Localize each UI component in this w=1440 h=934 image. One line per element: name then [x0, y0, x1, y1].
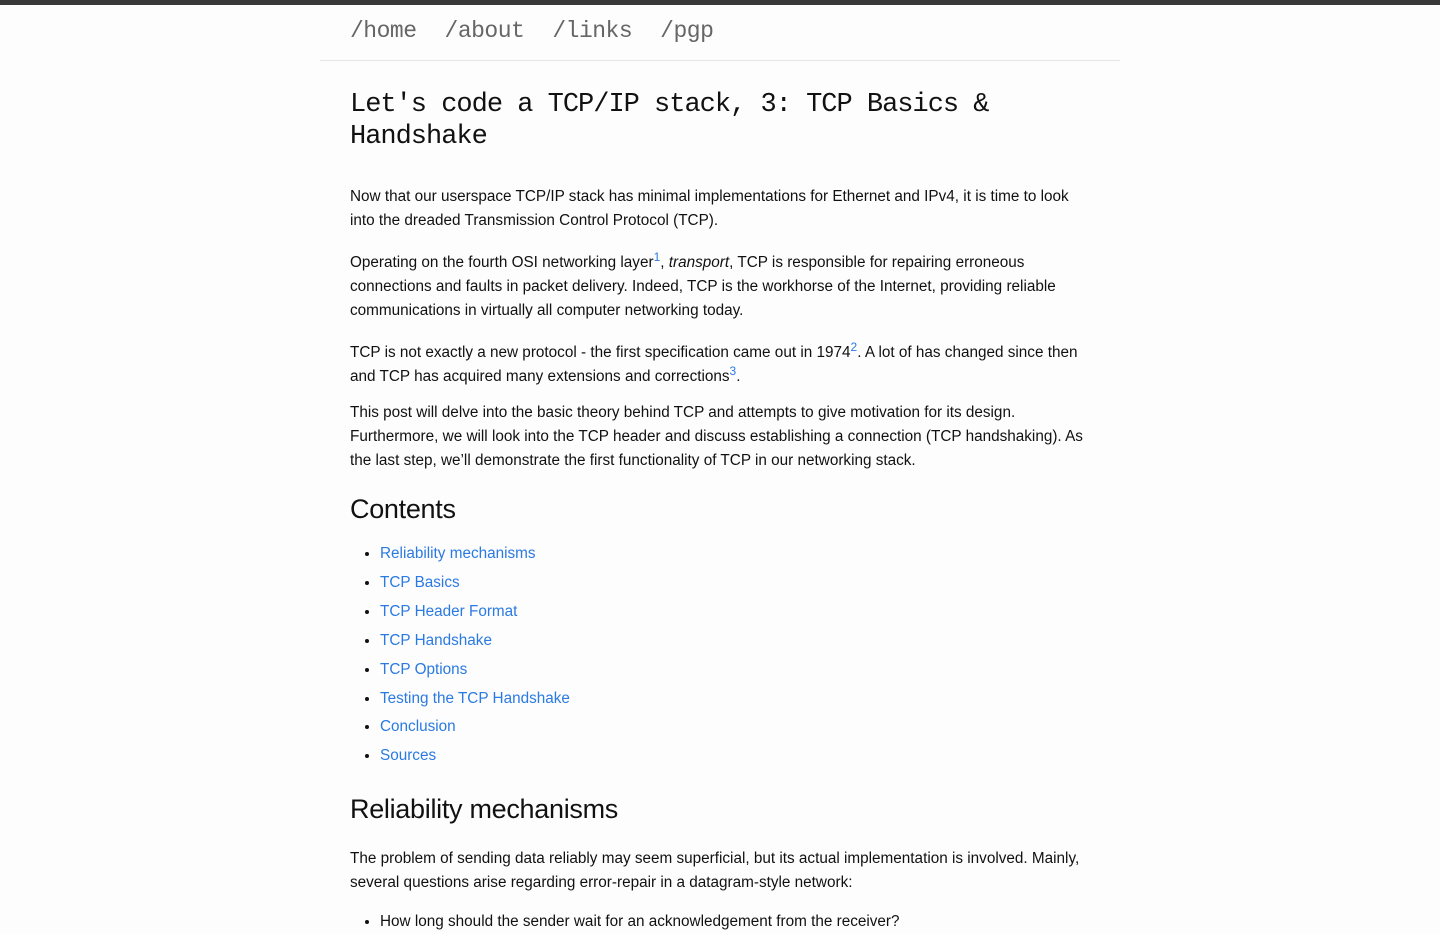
osi-text-after: , TCP is responsible for repairing erroneous connections and faults in packet delivery. Indeed, TCP is the workhorse of the Internet, providing reliable communications in virtually all computer networking today. — [350, 254, 1056, 319]
site-nav — [320, 5, 1120, 61]
toc-link-reliability[interactable]: Reliability mechanisms — [380, 545, 536, 562]
toc-link-handshake[interactable]: TCP Handshake — [380, 631, 492, 649]
nav-link-links[interactable]: /links — [552, 18, 633, 44]
toc-item — [380, 540, 1090, 569]
footnote-link-3[interactable]: 3 — [729, 364, 737, 378]
history-paragraph — [350, 341, 1090, 389]
toc-item — [380, 742, 1090, 771]
overview-paragraph: This post will delve into the basic theory behind TCP and attempts to give motivation for its design. Furthermore, we will look into the TCP header and discuss establishing a connection (TCP handshaking). As the last step, we’ll demonstrate the first functionality of TCP in our networking stack. — [350, 404, 1083, 469]
toc-item — [380, 713, 1090, 742]
toc-link-sources[interactable]: Sources — [380, 747, 437, 765]
nav-link-pgp[interactable]: /pgp — [660, 18, 714, 44]
nav-link-about[interactable]: /about — [444, 18, 525, 44]
toc-item — [380, 656, 1090, 685]
toc-link-tcp-basics[interactable]: TCP Basics — [380, 573, 460, 591]
reliability-paragraph: The problem of sending data reliably may seem superficial, but its actual implementation is involved. Mainly, several questions arise regarding error-repair in a datagram-style network: — [350, 850, 1080, 892]
history-text-before: TCP is not exactly a new protocol - the first specification came out in 1974 — [350, 344, 851, 361]
questions-list — [350, 910, 1090, 934]
toc-item — [380, 685, 1090, 714]
toc-item — [380, 569, 1090, 598]
contents-heading: Contents — [350, 494, 456, 524]
history-text-after: . — [736, 368, 741, 385]
intro-paragraph: Now that our userspace TCP/IP stack has minimal implementations for Ethernet and IPv4, it is time to look into the dreaded Transmission Control Protocol (TCP). — [350, 188, 1069, 229]
page-wrapper — [320, 5, 1120, 934]
transport-emphasis: transport — [668, 254, 730, 271]
osi-text-before: Operating on the fourth OSI networking layer — [350, 254, 654, 271]
osi-comma: , — [660, 254, 669, 271]
toc-item — [380, 598, 1090, 627]
nav-link-home[interactable]: /home — [350, 18, 417, 44]
toc-link-header-format[interactable]: TCP Header Format — [380, 602, 518, 620]
reliability-heading: Reliability mechanisms — [350, 794, 618, 825]
toc-link-options[interactable]: TCP Options — [380, 660, 468, 678]
post-title: Let's code a TCP/IP stack, 3: TCP Basics & Handshake — [350, 90, 989, 152]
osi-paragraph — [350, 251, 1090, 323]
toc-link-testing[interactable]: Testing the TCP Handshake — [380, 689, 570, 707]
toc-link-conclusion[interactable]: Conclusion — [380, 718, 456, 736]
footnote-link-1[interactable]: 1 — [653, 250, 661, 264]
toc-item — [380, 627, 1090, 656]
list-item: • How long should the sender wait for an acknowledgement from the receiver? — [380, 910, 1090, 934]
table-of-contents — [350, 540, 1090, 771]
post-article — [320, 89, 1090, 934]
history-text-middle: . A lot of has changed since then and TCP has acquired many extensions and corrections — [350, 344, 1078, 385]
footnote-link-2[interactable]: 2 — [850, 340, 858, 354]
